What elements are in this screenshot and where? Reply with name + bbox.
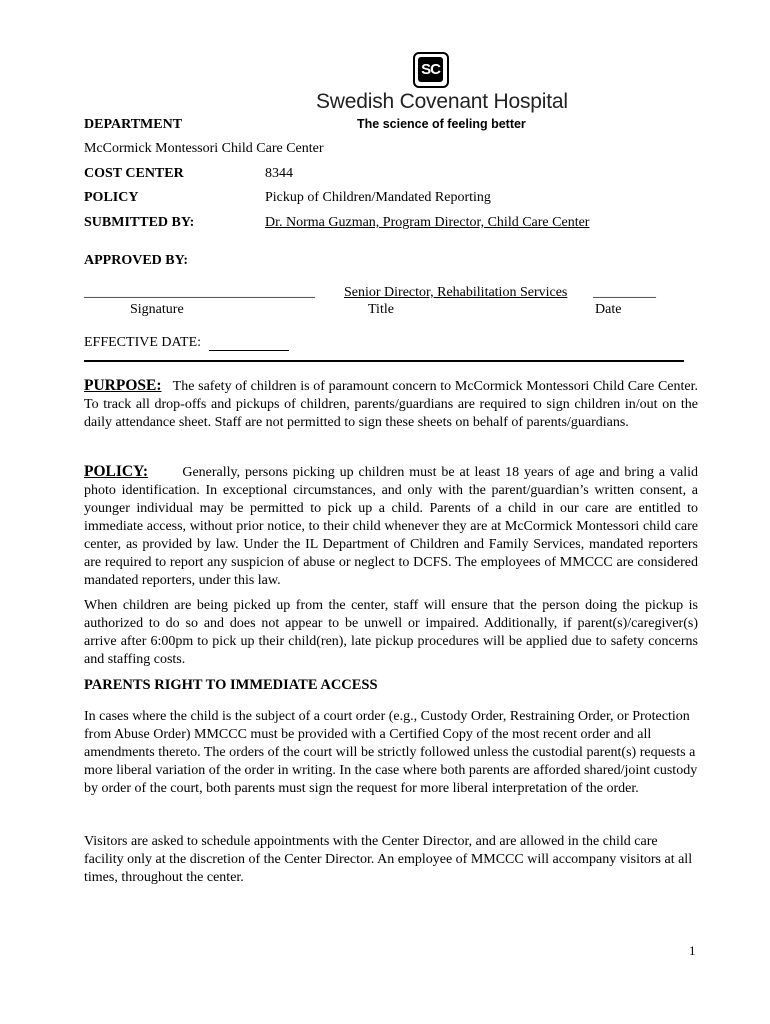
cost-center-value: 8344 [265, 166, 293, 181]
purpose-text: The safety of children is of paramount concern to McCormick Montessori Child Care Center. To track all drop-offs and pickups of children, parents/guardians are required to sign children in/out on the daily attendance sheet. Staff are not permitted to sign these sheets on behalf of parents/guardians. [84, 379, 698, 430]
purpose-heading: PURPOSE: [84, 377, 162, 394]
effective-date-label: EFFECTIVE DATE: [84, 335, 202, 350]
hospital-tagline: The science of feeling better [357, 117, 526, 131]
signature-line: _________________________________ [84, 285, 315, 300]
cost-center-label: COST CENTER [84, 166, 184, 181]
visitors-paragraph: Visitors are asked to schedule appointments with the Center Director, and are allowed in the child care facility only at the discretion of the Center Director. An employee of MMCCC will accompany visitors at all times, throughout the center. [84, 834, 693, 885]
policy-value: Pickup of Children/Mandated Reporting [265, 190, 491, 205]
department-value: McCormick Montessori Child Care Center [84, 141, 324, 156]
policy-heading: POLICY: [84, 463, 149, 480]
approver-title-value: Senior Director, Rehabilitation Services [344, 285, 568, 300]
signature-caption: Signature [130, 302, 184, 317]
purpose-paragraph [84, 377, 698, 432]
submitted-by-label: SUBMITTED BY: [84, 215, 195, 230]
date-caption: Date [595, 302, 622, 317]
policy-paragraph [84, 463, 698, 590]
title-caption: Title [368, 302, 394, 317]
policy-label: POLICY [84, 190, 139, 205]
hospital-name: Swedish Covenant Hospital [316, 90, 568, 113]
parents-access-heading: PARENTS RIGHT TO IMMEDIATE ACCESS [84, 677, 378, 693]
department-label: DEPARTMENT [84, 117, 183, 132]
policy-text: Generally, persons picking up children must be at least 18 years of age and bring a valid photo identification. In exceptional circumstances, and only with the parent/guardian’s written consent, a younger individual may be permitted to pick up a child. Parents of a child in our care are entitled to immediate access, without prior notice, to their child whenever they are at McCormick Montessori child care center, as provided by law. Under the IL Department of Children and Family Services, mandated reporters are required to report any suspicion of abuse or neglect to DCFS. The employees of MMCCC are considered mandated reporters, under this law. [84, 465, 698, 588]
logo-mark-text: SC [418, 57, 443, 82]
date-line: _________ [593, 285, 656, 300]
effective-date-blank [209, 336, 289, 351]
hospital-logo-icon [413, 52, 449, 88]
court-order-paragraph: In cases where the child is the subject of a court order (e.g., Custody Order, Restraining Order, or Protection from Abuse Order) MMCCC must be provided with a Certified Copy of the most recent order and all amendments thereto. The orders of the court will be strictly followed unless the custodial parent(s) requests a more liberal variation of the order in writing. In the case where both parents are afforded shared/joint custody by order of the court, both parents must sign the request for more liberal interpretation of the order. [84, 709, 698, 796]
submitted-by-value: Dr. Norma Guzman, Program Director, Child Care Center [265, 215, 590, 230]
header-divider [84, 360, 684, 362]
approved-by-label: APPROVED BY: [84, 253, 189, 268]
effective-date-row [84, 335, 289, 351]
page-number: 1 [689, 943, 696, 958]
pickup-paragraph: When children are being picked up from the center, staff will ensure that the person doing the pickup is authorized to do so and does not appear to be unwell or impaired. Additionally, if parent(s)/caregiver(s) arrive after 6:00pm to pick up their child(ren), late pickup procedures will be applied due to safety concerns and staffing costs. [84, 598, 698, 667]
